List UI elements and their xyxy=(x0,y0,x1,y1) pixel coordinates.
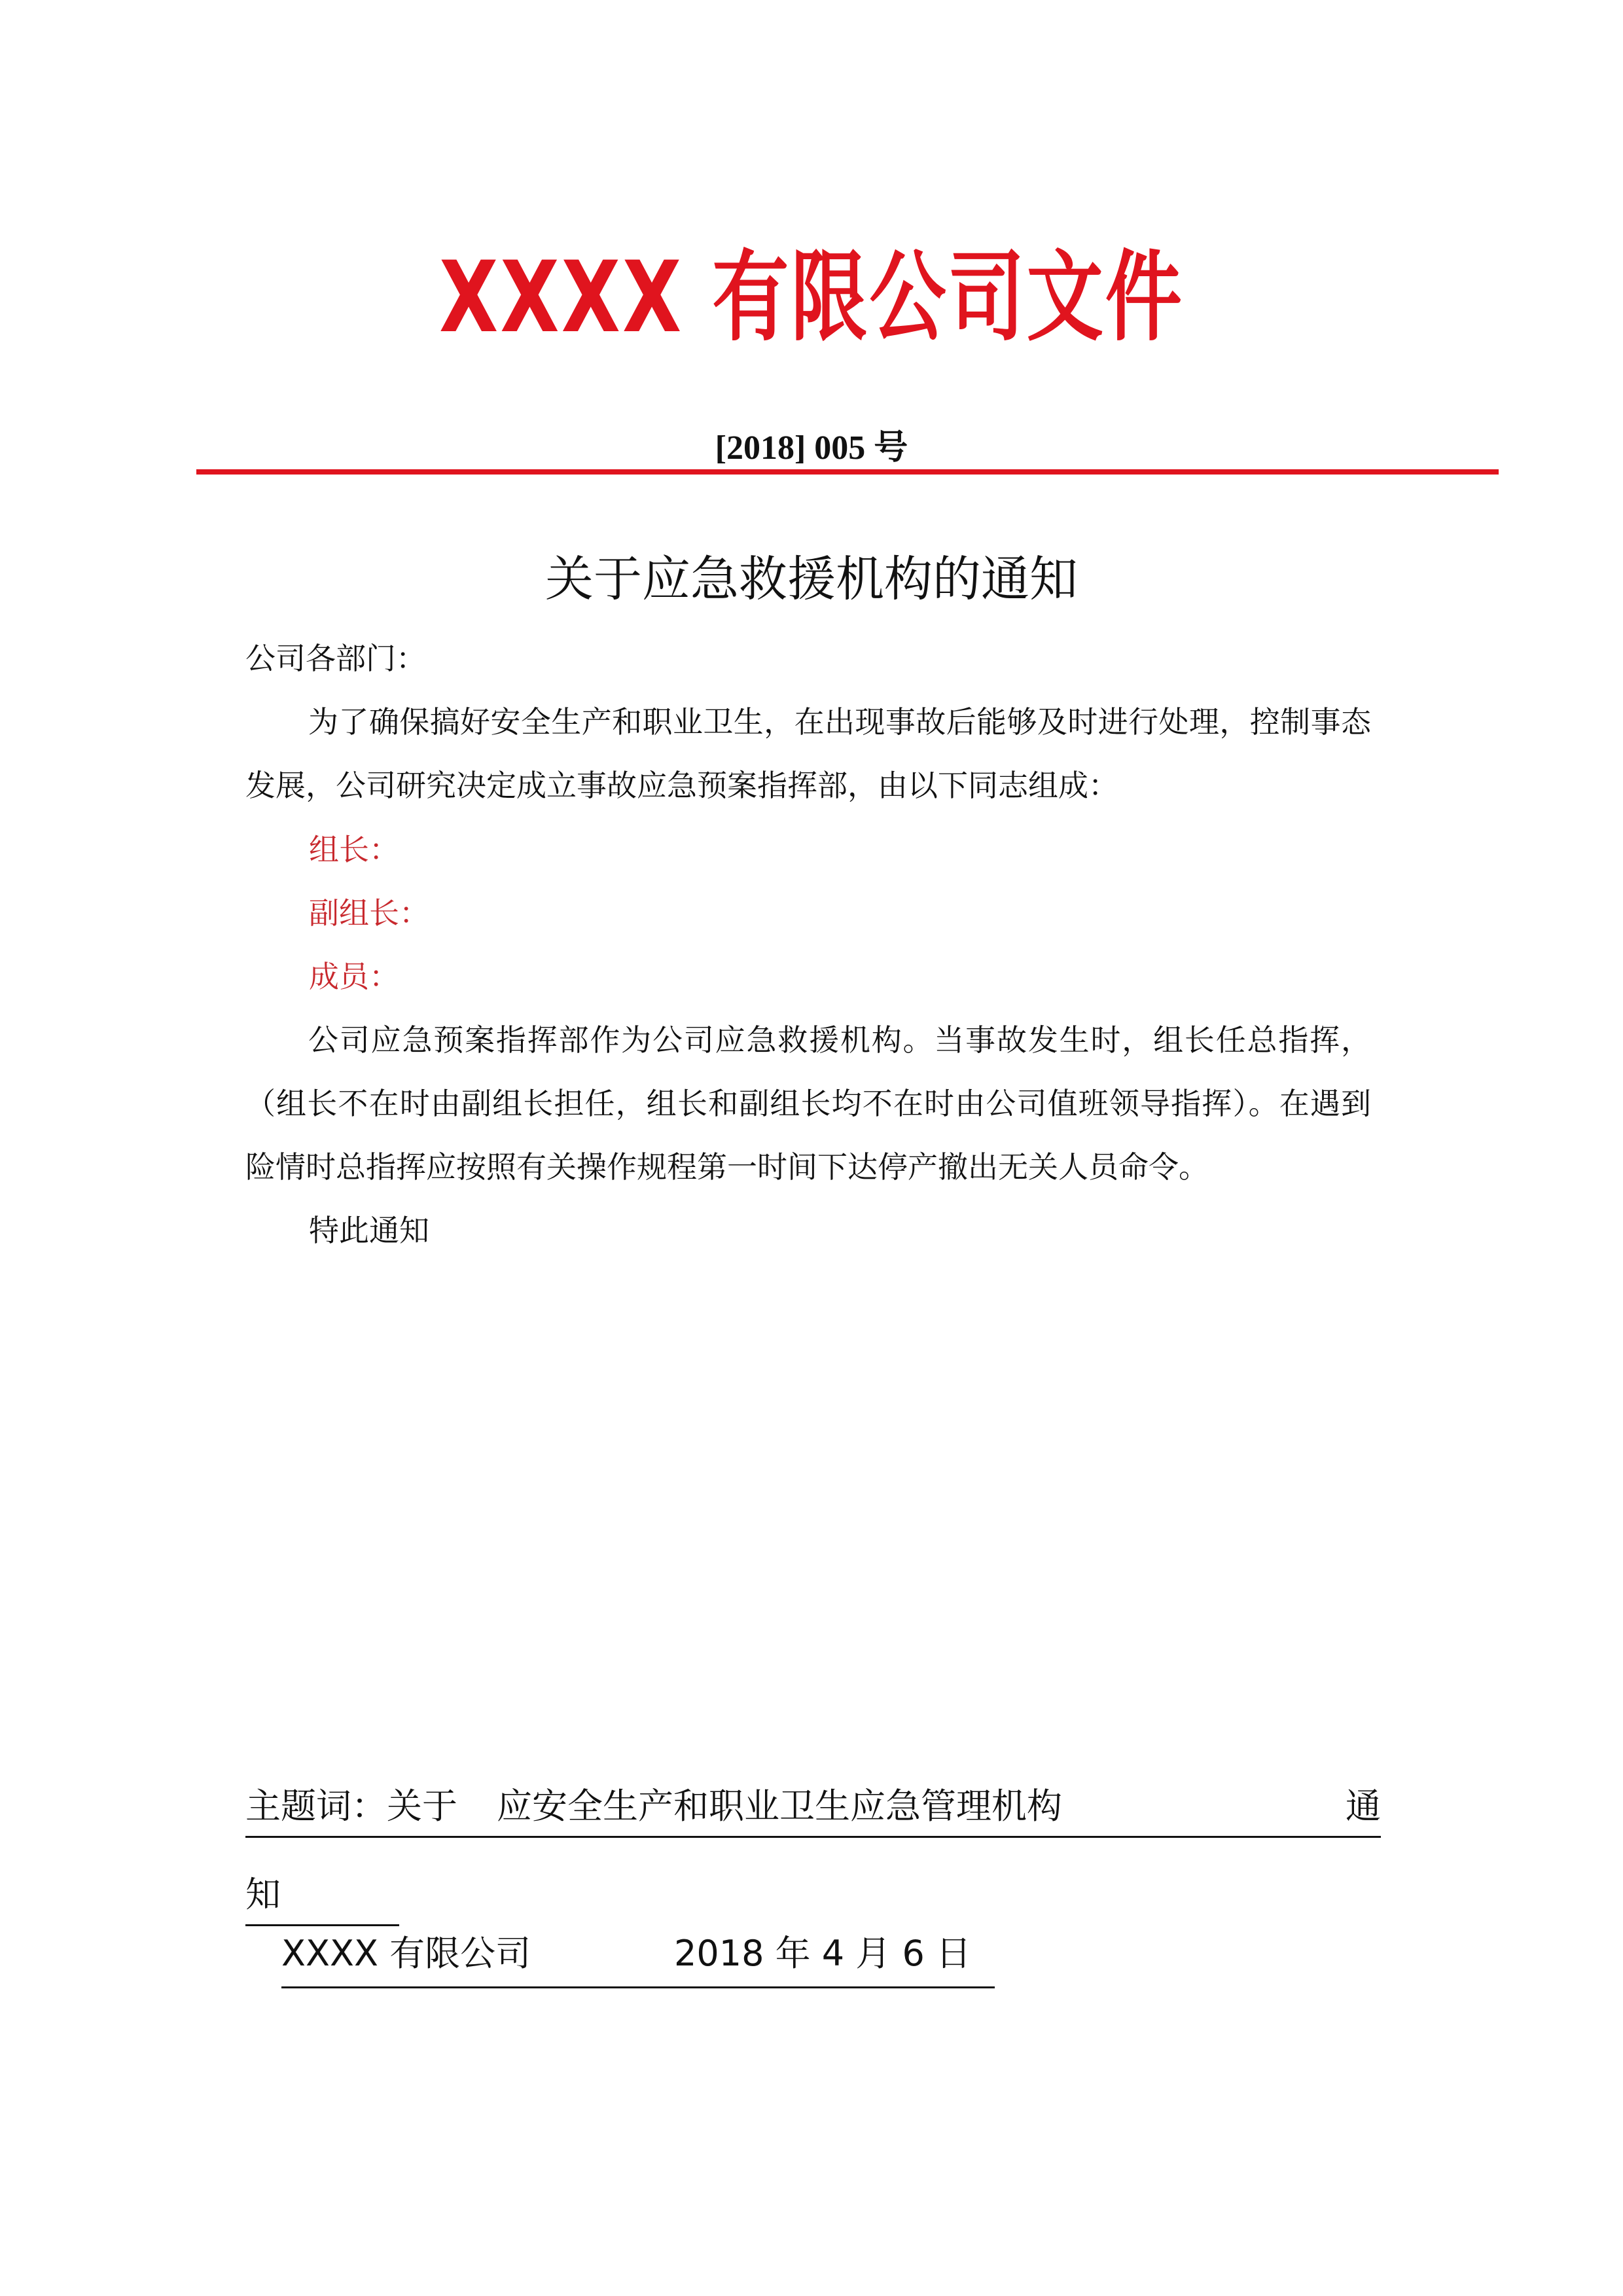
letterhead-divider xyxy=(196,469,1499,475)
role-members: 成员： xyxy=(309,959,399,994)
role-leader: 组长： xyxy=(309,832,399,867)
issuer-company: XXXX 有限公司 xyxy=(281,1933,531,1974)
subject-end: 通 xyxy=(1346,1785,1381,1827)
body-paragraph: 公司应急预案指挥部作为公司应急救援机构。当事故发生时，组长任总指挥，（组长不在时由副组长担任，组长和副组长均不在时由公司值班领导指挥）。在遇到险情时总指挥应按照有关操作规程第一时间下达停产撤出无关人员命令。 xyxy=(245,1022,1371,1185)
letterhead-title: XXXX 有限公司文件 xyxy=(439,241,1184,355)
closing-text: 特此通知 xyxy=(309,1213,429,1248)
subject-label: 主题词：关于 xyxy=(245,1785,457,1827)
role-deputy-leader: 副组长： xyxy=(309,895,429,931)
subject-keywords xyxy=(245,1777,1381,1838)
issue-date: 2018 年 4 月 6 日 xyxy=(674,1933,971,1974)
intro-paragraph: 为了确保搞好安全生产和职业卫生，在出现事故后能够及时进行处理，控制事态发展，公司研究决定成立事故应急预案指挥部，由以下同志组成： xyxy=(245,704,1371,803)
document-number: [2018] 005 号 xyxy=(715,429,908,467)
salutation: 公司各部门： xyxy=(245,641,426,676)
subject-text: 应安全生产和职业卫生应急管理机构 xyxy=(497,1785,1062,1827)
issuer-line xyxy=(281,1921,995,1988)
notice-title: 关于应急救援机构的通知 xyxy=(545,551,1078,607)
subject-keywords-continued: 知 xyxy=(245,1865,399,1926)
